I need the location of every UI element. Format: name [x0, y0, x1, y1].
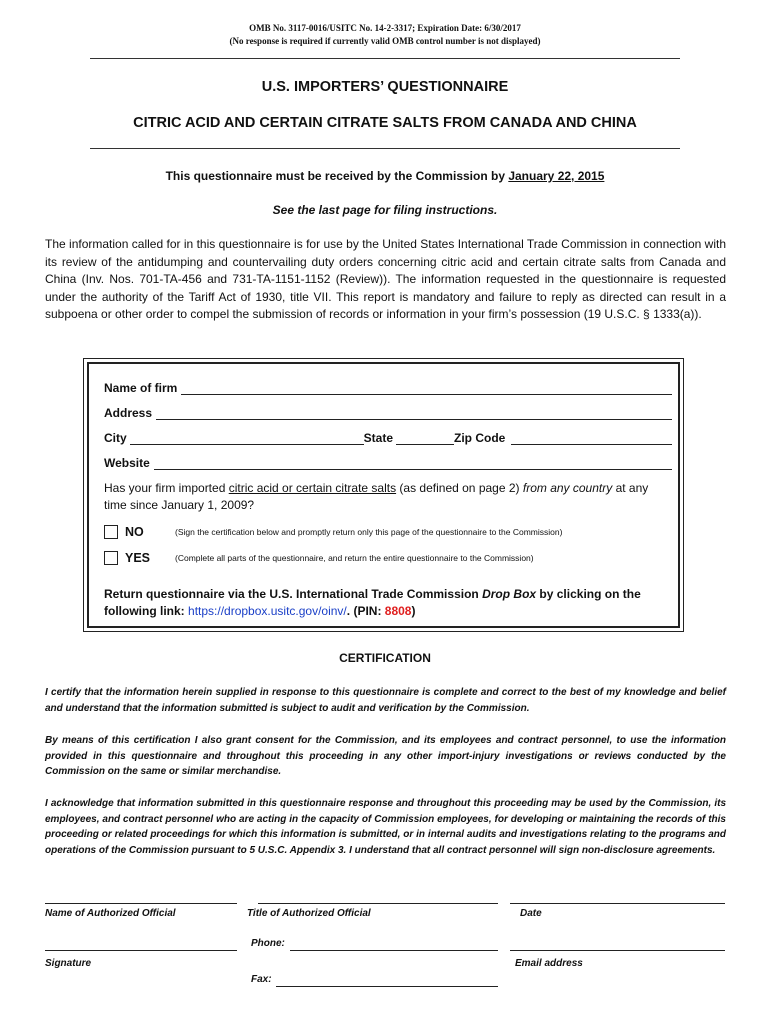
question-prefix: Has your firm imported — [104, 481, 229, 495]
email-field[interactable] — [510, 950, 725, 951]
yes-option-label: YES — [125, 551, 151, 565]
certification-paragraph-2: By means of this certification I also grant consent for the Commission, and its employees and contract personnel, to use the information provided in this questionnaire and throughout this proceeding in any other import-injury investigations or reviews conducted by the Commission on the same or similar merchandise. — [45, 735, 726, 777]
name-official-field[interactable] — [45, 903, 237, 904]
zip-label: Zip Code — [454, 431, 506, 445]
address-field[interactable] — [156, 405, 672, 420]
firm-name-label: Name of firm — [104, 381, 178, 395]
questionnaire-subtitle: CITRIC ACID AND CERTAIN CITRATE SALTS FROM CANADA AND CHINA — [133, 115, 637, 131]
import-question — [104, 480, 664, 513]
state-label: State — [363, 431, 394, 445]
address-row — [104, 405, 672, 420]
yes-checkbox[interactable] — [104, 551, 118, 565]
no-checkbox[interactable] — [104, 525, 118, 539]
email-label: Email address — [515, 958, 583, 969]
firm-info-box — [83, 358, 684, 632]
city-state-zip-row — [104, 430, 672, 445]
fax-label: Fax: — [251, 974, 272, 985]
title-official-label: Title of Authorized Official — [247, 908, 371, 919]
firm-name-row — [104, 380, 672, 395]
name-official-label: Name of Authorized Official — [45, 908, 176, 919]
certification-paragraph-1: I certify that the information herein supplied in response to this questionnaire is complete and correct to the best of my knowledge and belief and understand that the information submitted is subject to audit and verification by the Commission. — [45, 687, 726, 714]
omb-note: (No response is required if currently valid OMB control number is not displayed) — [229, 36, 541, 46]
pin-value: 8808 — [384, 604, 412, 618]
certification-paragraph-3: I acknowledge that information submitted in this questionnaire response and throughout this proceeding may be used by the Commission, its employees, and contract personnel who are acting in the capacity of Commission employees, for developing or maintaining the records of this proceeding or related proceedings for which this information is submitted, or in internal audits and investigations relating to the programs and operations of the Commission pursuant to 5 U.S.C. Appendix 3. I understand that all contract personnel will sign non-disclosure agreements. — [45, 798, 726, 856]
drop-box-term: Drop Box — [482, 587, 537, 601]
title-official-field[interactable] — [258, 903, 498, 904]
intro-paragraph: The information called for in this questionnaire is for use by the United States International Trade Commission in connection with its review of the antidumping and countervailing duty orders concerning citric acid and certain citrate salts from Canada and China (Inv. Nos. 701-TA-456 and 731-TA-1151-1152 (Review)). The information requested in the questionnaire is requested under the authority of the Tariff Act of 1930, title VII. This report is mandatory and failure to reply as directed can result in a subpoena or other order to compel the submission of records or information in your firm’s possession (19 U.S.C. § 1333(a)). — [45, 237, 726, 321]
product-definition-term: citric acid or certain citrate salts — [228, 481, 397, 495]
website-label: Website — [104, 456, 150, 470]
option-no-row — [104, 525, 562, 539]
phone-label: Phone: — [251, 938, 285, 949]
city-label: City — [104, 431, 127, 445]
signature-label: Signature — [45, 958, 92, 969]
option-yes-row — [104, 551, 534, 565]
return-instructions — [104, 586, 664, 620]
title-divider — [90, 148, 680, 149]
no-option-note: (Sign the certification below and promptly return only this page of the questionnaire to the Commission) — [175, 527, 563, 537]
yes-option-note: (Complete all parts of the questionnaire, and return the entire questionnaire to the Commission) — [175, 553, 534, 563]
return-prefix: Return questionnaire via the U.S. International Trade Commission — [104, 587, 483, 601]
date-label: Date — [520, 908, 542, 919]
return-colon: : — [180, 604, 189, 618]
zip-field[interactable] — [511, 430, 672, 445]
firm-name-field[interactable] — [181, 380, 672, 395]
state-field[interactable] — [396, 430, 454, 445]
dropbox-link[interactable]: https://dropbox.usitc.gov/oinv/ — [188, 604, 347, 618]
website-row — [104, 455, 672, 470]
website-field[interactable] — [154, 455, 672, 470]
question-suffix: at any time since January 1, 2009? — [104, 481, 649, 512]
return-close: ) — [411, 604, 416, 618]
fax-field[interactable] — [276, 986, 498, 987]
phone-field[interactable] — [290, 950, 498, 951]
certification-heading: CERTIFICATION — [339, 651, 431, 665]
header-divider — [90, 58, 680, 59]
city-field[interactable] — [130, 430, 364, 445]
address-label: Address — [104, 406, 153, 420]
return-after-url: . (PIN: — [346, 604, 385, 618]
date-field[interactable] — [510, 903, 725, 904]
omb-number: OMB No. 3117-0016/USITC No. 14-2-3317; Expiration Date: 6/30/2017 — [249, 23, 521, 33]
deadline-line — [0, 169, 770, 183]
deadline-prefix: This questionnaire must be received by the Commission by — [165, 169, 509, 183]
question-mid: (as defined on page 2) — [396, 481, 523, 495]
signature-field[interactable] — [45, 950, 237, 951]
no-option-label: NO — [125, 525, 144, 539]
deadline-date: January 22, 2015 — [508, 169, 605, 183]
questionnaire-title: U.S. IMPORTERS’ QUESTIONNAIRE — [261, 79, 509, 95]
question-emphasis: from any country — [522, 481, 613, 495]
return-mid: by clicking on the following link — [104, 587, 641, 618]
filing-instructions-note: See the last page for filing instructions. — [272, 203, 498, 217]
